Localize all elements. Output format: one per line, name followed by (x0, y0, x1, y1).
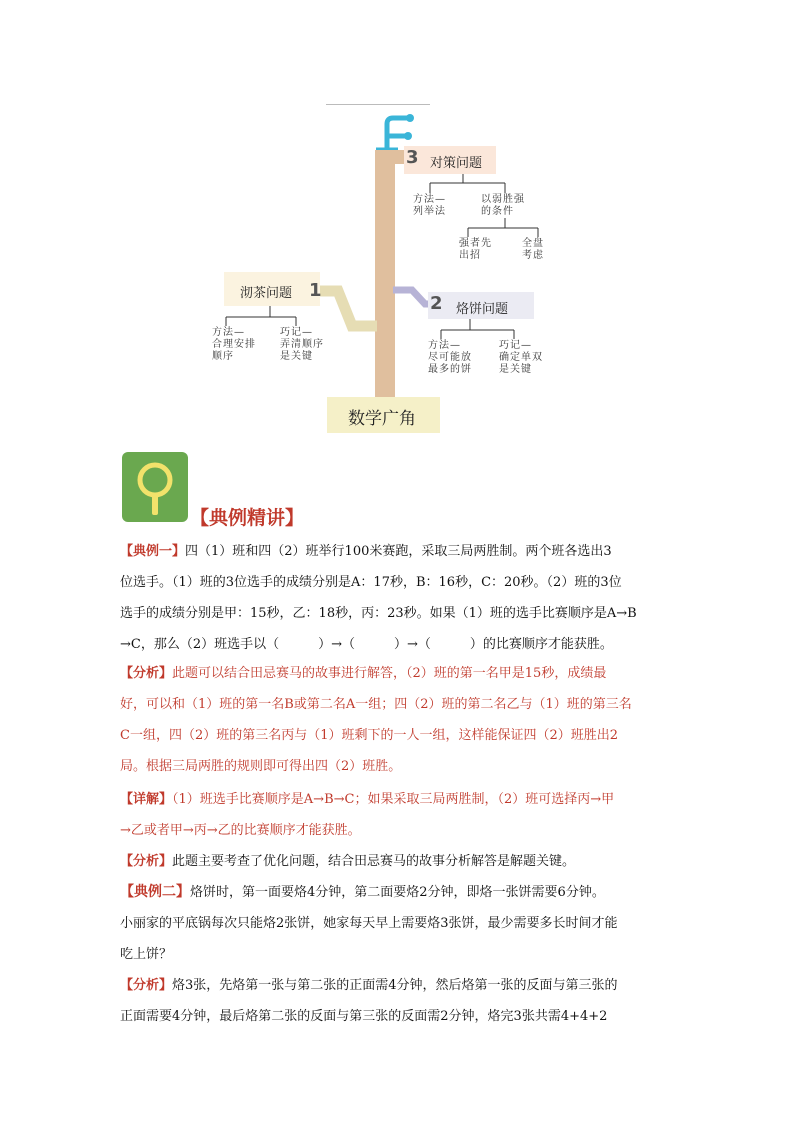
branch1-leaf-method: 方法— 合理安排 顺序 (212, 327, 256, 362)
branch3-sub-overall: 全盘 考虑 (522, 238, 544, 261)
example2-block (120, 877, 680, 970)
example1-line3: 选手的成绩分别是甲：15秒，乙：18秒，丙：23秒。如果（1）班的选手比赛顺序是A→B (120, 606, 637, 621)
analysis1b-block (120, 846, 680, 877)
branch2-leaf-method: 方法— 尽可能放 最多的饼 (428, 340, 472, 375)
mindmap (0, 0, 794, 450)
section-title: 【典例精讲】 (190, 507, 305, 529)
analysis2-line2: 正面需要4分钟，最后烙第二张的反面与第三张的反面需2分钟，烙完3张共需4+4+2 (120, 1009, 608, 1024)
analysis2-text1: 烙3张，先烙第一张与第二张的正面需4分钟，然后烙第一张的反面与第三张的 (172, 978, 618, 993)
branch3-leaf-method: 方法— 列举法 (413, 194, 446, 217)
branch1-leaf-tip: 巧记— 弄清顺序 是关键 (280, 327, 324, 362)
example2-label: 【典例二】 (120, 884, 190, 900)
example1-block (120, 536, 680, 660)
branch2-title: 烙饼问题 (456, 302, 509, 317)
example1-line4: →C，那么（2）班选手以（ ）→（ ）→（ ）的比赛顺序才能获胜。 (120, 637, 613, 652)
analysis1-block (120, 658, 680, 782)
branch1-number: 1 (309, 280, 322, 301)
branch2-number: 2 (430, 293, 443, 314)
branch3-title: 对策问题 (430, 156, 483, 171)
example1-line2: 位选手。（1）班的3位选手的成绩分别是A：17秒，B：16秒，C：20秒。（2）班的3位 (120, 575, 622, 590)
branch3-leaf-condition: 以弱胜强 的条件 (481, 194, 525, 217)
analysis1b-text1: 此题主要考查了优化问题，结合田忌赛马的故事分析解答是解题关键。 (172, 854, 576, 869)
magnifier-icon (122, 452, 188, 522)
example1-label: 【典例一】 (120, 544, 186, 559)
analysis2-label: 【分析】 (120, 978, 173, 993)
analysis2-block (120, 970, 680, 1032)
branch3-number: 3 (406, 147, 419, 168)
analysis1b-label: 【分析】 (120, 854, 173, 869)
example2-line2: 小丽家的平底锅每次只能烙2张饼，她家每天早上需要烙3张饼，最少需要多长时间才能 (120, 916, 618, 931)
analysis1-line3: C一组，四（2）班的第三名丙与（1）班剩下的一人一组，这样能保证四（2）班胜出2 (120, 728, 619, 743)
analysis1-label: 【分析】 (120, 666, 173, 681)
detail1-line2: →乙或者甲→丙→乙的比赛顺序才能获胜。 (120, 823, 361, 838)
analysis1b-line1 (120, 846, 680, 877)
analysis1-text1: 此题可以结合田忌赛马的故事进行解答，（2）班的第一名甲是15秒，成绩最 (172, 666, 607, 681)
branch2-leaf-tip: 巧记— 确定单双 是关键 (499, 340, 543, 375)
detail1-block (120, 784, 680, 846)
analysis1-line2: 好，可以和（1）班的第一名B或第二名A一组；四（2）班的第二名乙与（1）班的第三名 (120, 697, 632, 712)
example2-line1 (120, 877, 680, 908)
example1-text1: 四（1）班和四（2）班举行100米赛跑，采取三局两胜制。两个班各选出3 (185, 544, 612, 559)
analysis1-line1 (120, 658, 680, 689)
example2-text1: 烙饼时，第一面要烙4分钟，第二面要烙2分钟，即烙一张饼需要6分钟。 (190, 885, 605, 900)
analysis1-line4: 局。根据三局两胜的规则即可得出四（2）班胜。 (120, 759, 402, 774)
analysis2-line1 (120, 970, 680, 1001)
example1-line1 (120, 536, 680, 567)
branch3-sub-strong-first: 强者先 出招 (459, 238, 492, 261)
root-title: 数学广角 (348, 409, 416, 429)
detail1-line1 (120, 784, 680, 815)
branch1-title: 沏茶问题 (240, 286, 293, 301)
detail1-label: 【详解】 (120, 792, 173, 807)
example2-line3: 吃上饼？ (120, 947, 173, 962)
detail1-text1: （1）班选手比赛顺序是A→B→C；如果采取三局两胜制，（2）班可选择丙→甲 (172, 792, 615, 807)
branch2-connector (0, 0, 794, 450)
